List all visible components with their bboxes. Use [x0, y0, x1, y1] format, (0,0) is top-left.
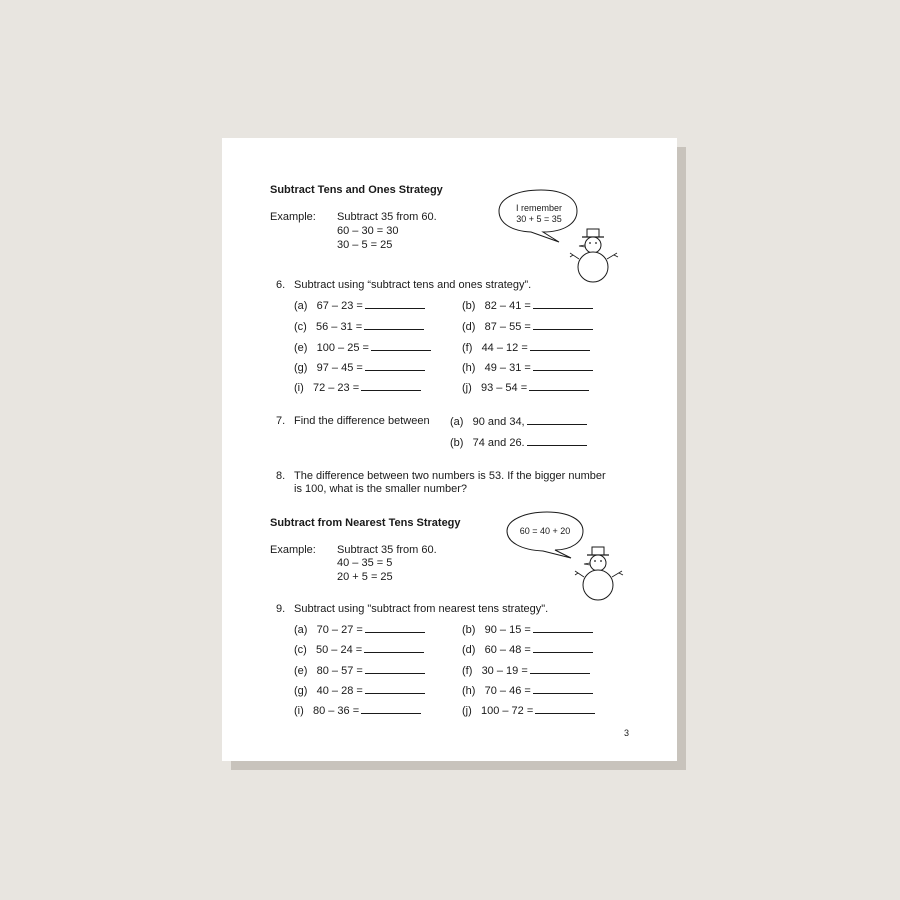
exercise-item: (b) 74 and 26.	[450, 436, 587, 449]
exercise-item: (e) 80 – 57 =	[294, 664, 425, 677]
section-title: Subtract from Nearest Tens Strategy	[270, 517, 461, 529]
exercise-item: (a) 67 – 23 =	[294, 299, 425, 312]
answer-blank[interactable]	[371, 341, 431, 351]
question-number: 7.	[276, 415, 286, 427]
exercise-item: (d) 60 – 48 =	[462, 643, 593, 656]
question-number: 8.	[276, 470, 286, 482]
exercise-item: (j) 100 – 72 =	[462, 704, 595, 717]
exercise-item: (i) 72 – 23 =	[294, 381, 421, 394]
answer-blank[interactable]	[364, 643, 424, 653]
answer-blank[interactable]	[535, 704, 595, 714]
answer-blank[interactable]	[527, 415, 587, 425]
example-label: Example:	[270, 211, 316, 223]
bubble-line: I remember	[515, 203, 562, 213]
worksheet-page	[222, 138, 677, 761]
page-number: 3	[624, 728, 630, 738]
question-prompt: Subtract using "subtract from nearest tens strategy".	[294, 603, 549, 615]
exercise-item: (e) 100 – 25 =	[294, 341, 431, 354]
exercise-item: (j) 93 – 54 =	[462, 381, 589, 394]
exercise-item: (a) 70 – 27 =	[294, 623, 425, 636]
answer-blank[interactable]	[365, 664, 425, 674]
answer-blank[interactable]	[533, 299, 593, 309]
answer-blank[interactable]	[533, 623, 593, 633]
answer-blank[interactable]	[361, 704, 421, 714]
answer-blank[interactable]	[529, 381, 589, 391]
answer-blank[interactable]	[364, 320, 424, 330]
question-number: 9.	[276, 603, 286, 615]
exercise-item: (f) 44 – 12 =	[462, 341, 590, 354]
exercise-item: (h) 70 – 46 =	[462, 684, 593, 697]
answer-blank[interactable]	[365, 299, 425, 309]
answer-blank[interactable]	[361, 381, 421, 391]
answer-blank[interactable]	[530, 664, 590, 674]
snowman-icon	[567, 223, 622, 285]
exercise-item: (c) 56 – 31 =	[294, 320, 424, 333]
answer-blank[interactable]	[365, 623, 425, 633]
exercise-item: (c) 50 – 24 =	[294, 643, 424, 656]
exercise-item: (h) 49 – 31 =	[462, 361, 593, 374]
bubble-line: 60 = 40 + 20	[519, 526, 571, 536]
example-line: Subtract 35 from 60.	[337, 544, 437, 556]
answer-blank[interactable]	[533, 643, 593, 653]
snowman-icon	[572, 541, 627, 603]
answer-blank[interactable]	[365, 361, 425, 371]
answer-blank[interactable]	[533, 684, 593, 694]
example-line: 20 + 5 = 25	[337, 571, 393, 583]
exercise-item: (g) 40 – 28 =	[294, 684, 425, 697]
exercise-item: (b) 90 – 15 =	[462, 623, 593, 636]
answer-blank[interactable]	[530, 341, 590, 351]
question-prompt: Find the difference between	[294, 415, 430, 427]
question-text: The difference between two numbers is 53. If the bigger number	[294, 470, 606, 482]
example-line: 30 – 5 = 25	[337, 239, 393, 251]
exercise-item: (d) 87 – 55 =	[462, 320, 593, 333]
answer-blank[interactable]	[533, 361, 593, 371]
section-title: Subtract Tens and Ones Strategy	[270, 184, 443, 196]
answer-blank[interactable]	[527, 436, 587, 446]
question-prompt: Subtract using “subtract tens and ones strategy”.	[294, 279, 532, 291]
example-line: 40 – 35 = 5	[337, 557, 393, 569]
exercise-item: (g) 97 – 45 =	[294, 361, 425, 374]
example-label: Example:	[270, 544, 316, 556]
exercise-item: (i) 80 – 36 =	[294, 704, 421, 717]
question-number: 6.	[276, 279, 286, 291]
question-text: is 100, what is the smaller number?	[294, 483, 468, 495]
example-line: Subtract 35 from 60.	[337, 211, 437, 223]
exercise-item: (f) 30 – 19 =	[462, 664, 590, 677]
example-line: 60 – 30 = 30	[337, 225, 399, 237]
exercise-item: (a) 90 and 34,	[450, 415, 587, 428]
answer-blank[interactable]	[533, 320, 593, 330]
bubble-line: 30 + 5 = 35	[516, 214, 562, 224]
exercise-item: (b) 82 – 41 =	[462, 299, 593, 312]
answer-blank[interactable]	[365, 684, 425, 694]
